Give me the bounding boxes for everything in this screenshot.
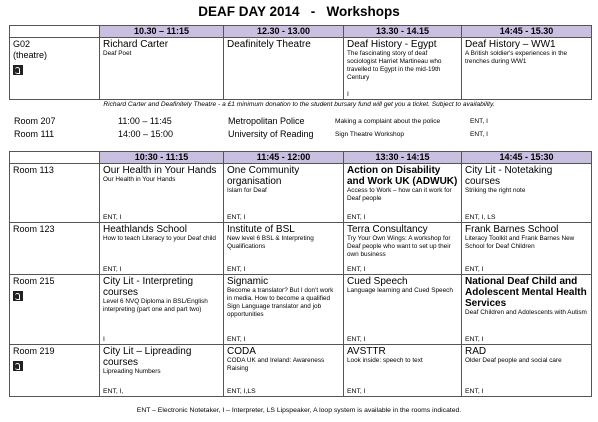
workshop-description: New level 6 BSL & Interpreting Qualifications <box>227 235 314 250</box>
workshop-cell <box>462 164 592 223</box>
middle-time: 11:00 – 11:45 <box>118 116 172 126</box>
workshop-description: How to teach Literacy to your Deaf child <box>103 235 216 242</box>
workshop-description: The fascinating story of deaf sociologist Harriet Martineau who travelled to Egypt in the mid-19th Century <box>347 50 442 81</box>
room-row <box>10 275 592 345</box>
workshop-title: Cued Speech <box>347 276 408 287</box>
theatre-time-header: 13.30 - 14.15 <box>344 26 462 38</box>
workshop-cell <box>224 164 344 223</box>
workshop-description: Lipreading Numbers <box>103 368 161 375</box>
workshop-description: Access to Work – how can it work for Deaf people <box>347 187 452 202</box>
access-services: I <box>103 336 105 343</box>
workshop-cell <box>100 275 224 345</box>
theatre-row <box>10 38 592 100</box>
workshop-title: Our Health in Your Hands <box>103 165 217 176</box>
access-services: ENT, I <box>465 388 484 395</box>
room-sublabel: (theatre) <box>13 50 48 60</box>
theatre-time-header: 12.30 - 13.00 <box>224 26 344 38</box>
workshop-title: City Lit - Interpreting courses <box>103 276 194 298</box>
middle-room: Room 111 <box>14 129 55 139</box>
workshop-title: One Community organisation <box>227 165 300 187</box>
workshop-title: Terra Consultancy <box>347 224 428 235</box>
workshop-description: A British soldier's experiences in the trenches during WW1 <box>465 50 568 65</box>
workshop-description: Become a translator? But I don't work in media. How to become a qualified Sign Language translator and job opportunities <box>227 287 334 318</box>
access-services: I <box>347 91 349 98</box>
room-cell <box>10 275 100 345</box>
workshop-cell <box>100 223 224 275</box>
workshop-description: Older Deaf people and social care <box>465 357 562 364</box>
room-cell <box>10 223 100 275</box>
room-row <box>10 164 592 223</box>
workshop-description: CODA UK and Ireland: Awareness Raising <box>227 357 325 372</box>
workshop-cell <box>100 345 224 397</box>
workshop-cell <box>100 164 224 223</box>
access-services: ENT, I, LS <box>465 214 496 221</box>
workshop-description: Our Health in Your Hands <box>103 176 176 183</box>
workshop-cell <box>462 345 592 397</box>
room-label: Room 123 <box>13 224 55 234</box>
workshop-title: Deafinitely Theatre <box>227 39 311 50</box>
workshop-description: Level 6 NVQ Diploma in BSL/English interpreting (part one and part two) <box>103 298 208 313</box>
hearing-loop-icon <box>13 291 23 301</box>
middle-room: Room 207 <box>14 116 56 126</box>
workshop-title: Richard Carter <box>103 39 169 50</box>
room-row <box>10 223 592 275</box>
hearing-loop-icon <box>13 65 23 75</box>
workshop-title: Deaf History – WW1 <box>465 39 556 50</box>
access-services: ENT, I <box>347 214 366 221</box>
middle-time: 14:00 – 15:00 <box>118 129 174 139</box>
access-services: ENT, I <box>347 336 366 343</box>
access-services: ENT, I <box>347 266 366 273</box>
workshop-cell <box>344 345 462 397</box>
workshop-description: Literacy Toolkit and Frank Barnes New School for Deaf Children <box>465 235 575 250</box>
workshop-title: Institute of BSL <box>227 224 295 235</box>
middle-description: Making a complaint about the police <box>335 118 441 125</box>
workshop-cell <box>224 223 344 275</box>
rooms-time-header: 10:30 - 11:15 <box>100 152 224 164</box>
rooms-time-header: 13:30 - 14:15 <box>344 152 462 164</box>
room-label: Room 113 <box>13 165 54 175</box>
room-label: Room 215 <box>13 276 55 286</box>
access-services: ENT, I <box>227 336 246 343</box>
workshop-cell <box>462 38 592 100</box>
workshop-title: City Lit – Lipreading courses <box>103 346 192 368</box>
room-cell <box>10 345 100 397</box>
room-label: G02 <box>13 39 31 49</box>
access-services: ENT, I,LS <box>227 388 256 395</box>
workshop-description: Language learning and Cued Speech <box>347 287 453 294</box>
rooms-time-header: 14:45 - 15:30 <box>462 152 592 164</box>
access-services: ENT, I <box>227 266 246 273</box>
workshop-title: Signamic <box>227 276 269 287</box>
workshop-cell <box>344 223 462 275</box>
workshop-cell <box>344 38 462 100</box>
rooms-header-row <box>10 152 592 164</box>
room-label: Room 219 <box>13 346 55 356</box>
access-services: ENT, I <box>103 266 122 273</box>
access-services: ENT, I <box>470 118 488 125</box>
workshop-title: Action on Disability and Work UK (ADWUK) <box>347 165 458 187</box>
workshop-cell <box>100 38 224 100</box>
middle-organisation: University of Reading <box>228 129 314 139</box>
access-services: ENT, I <box>347 388 366 395</box>
hearing-loop-icon <box>13 361 23 371</box>
workshop-description: Look inside: speech to text <box>347 357 423 364</box>
workshop-title: Frank Barnes School <box>465 224 559 235</box>
access-services: ENT, I, <box>103 388 124 395</box>
room-row <box>10 345 592 397</box>
workshop-description: Striking the right note <box>465 187 526 194</box>
workshop-cell <box>462 275 592 345</box>
workshop-title: CODA <box>227 346 256 357</box>
workshop-description: Deaf Children and Adolescents with Autism <box>465 309 587 316</box>
workshop-cell <box>462 223 592 275</box>
workshop-cell <box>224 275 344 345</box>
workshop-cell <box>344 164 462 223</box>
header-blank <box>10 26 100 38</box>
middle-description: Sign Theatre Workshop <box>335 131 405 138</box>
workshop-title: Deaf History - Egypt <box>347 39 437 50</box>
donation-note: Richard Carter and Deafinitely Theatre - a £1 minimum donation to the student bursary fund will get you a ticket. Subject to availability. <box>103 101 495 108</box>
page-title: DEAF DAY 2014 - Workshops <box>198 4 400 19</box>
workshop-title: Heathlands School <box>103 224 187 235</box>
access-services: ENT, I <box>465 266 484 273</box>
workshop-cell <box>224 38 344 100</box>
theatre-schedule-table <box>9 25 592 100</box>
header-blank <box>10 152 100 164</box>
workshop-description: Deaf Poet <box>103 50 132 57</box>
theatre-time-header: 14:45 - 15.30 <box>462 26 592 38</box>
workshop-title: National Deaf Child and Adolescent Mental Health Services <box>465 276 587 309</box>
access-services: ENT, I <box>465 336 484 343</box>
rooms-time-header: 11:45 - 12:00 <box>224 152 344 164</box>
workshop-description: Try Your Own Wings: A workshop for Deaf people who want to set up their own business <box>347 235 451 258</box>
workshop-description: Islam for Deaf <box>227 187 267 194</box>
theatre-time-header: 10.30 – 11:15 <box>100 26 224 38</box>
middle-organisation: Metropolitan Police <box>228 116 305 126</box>
access-legend-footer: ENT – Electronic Notetaker, I – Interpreter, LS Lipspeaker, A loop system is available in the rooms indicated. <box>136 407 462 414</box>
access-services: ENT, I <box>470 131 488 138</box>
access-services: ENT, I <box>227 214 246 221</box>
workshop-title: City Lit - Notetaking courses <box>465 165 553 187</box>
workshop-title: AVSTTR <box>347 346 386 357</box>
rooms-schedule-table <box>9 151 592 397</box>
access-services: ENT, I <box>103 214 122 221</box>
workshop-title: RAD <box>465 346 487 357</box>
room-cell <box>10 164 100 223</box>
theatre-header-row <box>10 26 592 38</box>
theatre-room-cell <box>10 38 100 100</box>
workshop-cell <box>224 345 344 397</box>
workshop-cell <box>344 275 462 345</box>
